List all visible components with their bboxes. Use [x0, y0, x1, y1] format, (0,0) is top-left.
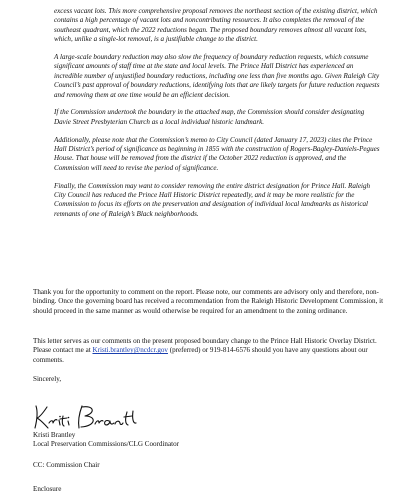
contact-text-after: (preferred) or 919-814-6576 should you have any questions about our comments. [33, 346, 368, 364]
quoted-paragraph-5: Finally, the Commission may want to consider removing the entire district designation for Prince Hall. Raleigh City Council has reduced the Prince Hall Historic District repeatedly, and it may be more realistic for the Commission to focus its efforts on the preservation and designation of individual local landmarks as historical remnants of one of Raleigh’s Black neighborhoods. [54, 181, 371, 218]
signature-block [33, 431, 385, 450]
cc-line: CC: Commission Chair [33, 461, 100, 469]
thanks-block [33, 288, 385, 316]
quoted-paragraph-3: If the Commission undertook the boundary in the attached map, the Commission should consider designating Davie Street Presbyterian Church as a local individual historic landmark. [54, 108, 365, 126]
thanks-paragraph: Thank you for the opportunity to comment on the report. Please note, our comments are advisory only and therefore, non-binding. Once the governing board has received a recommendation from the Raleigh Historic Development Commission, it should proceed in the same manner as would otherwise be required for an amendment to the zoning ordinance. [33, 288, 384, 315]
email-link[interactable]: Kristi.brantley@ncdcr.gov [92, 346, 168, 355]
quoted-paragraph-2: A large-scale boundary reduction may also slow the frequency of boundary reduction requests, which consume significant amounts of staff time at the state and local levels. The Prince Hall District has experienced an incredible number of unjustified boundary reductions, including one less than five months ago. Given Raleigh City Council’s past approval of boundary reductions, identifying lots that are likely targets for future reduction requests and removing them at one time would be an efficient decision. [54, 53, 380, 99]
signer-title: Local Preservation Commissions/CLG Coordinator [33, 440, 179, 449]
handwritten-signature [30, 402, 140, 430]
contact-block [33, 337, 385, 365]
quoted-paragraph-4: Additionally, please note that the Commission’s memo to City Council (dated January 17, 2023) cites the Prince Hall District’s period of significance as beginning in 1855 with the construction of Rogers-Bagley-Daniels-Pegues House. That house will be removed from the district if the October 2022 reduction is approved, and the Commission will need to revise the period of significance. [54, 135, 380, 172]
enclosure-line: Enclosure [33, 485, 62, 493]
contact-text-before: This letter serves as our comments on the present proposed boundary change to the Prince Hall Historic Overlay District. Please contact me at [33, 337, 377, 355]
closing: Sincerely, [33, 375, 62, 383]
quoted-comments [54, 7, 382, 228]
quoted-paragraph-1: excess vacant lots. This more comprehensive proposal removes the northeast section of the existing district, which contains a high percentage of vacant lots and noncontributing resources. It also completes the removal of the southeast quadrant, which the 2022 reductions began. The proposed boundary removes almost all vacant lots, which, unlike a single-lot removal, is a justifiable change to the district. [54, 7, 378, 44]
signer-name: Kristi Brantley [33, 431, 76, 439]
contact-paragraph [33, 337, 385, 365]
